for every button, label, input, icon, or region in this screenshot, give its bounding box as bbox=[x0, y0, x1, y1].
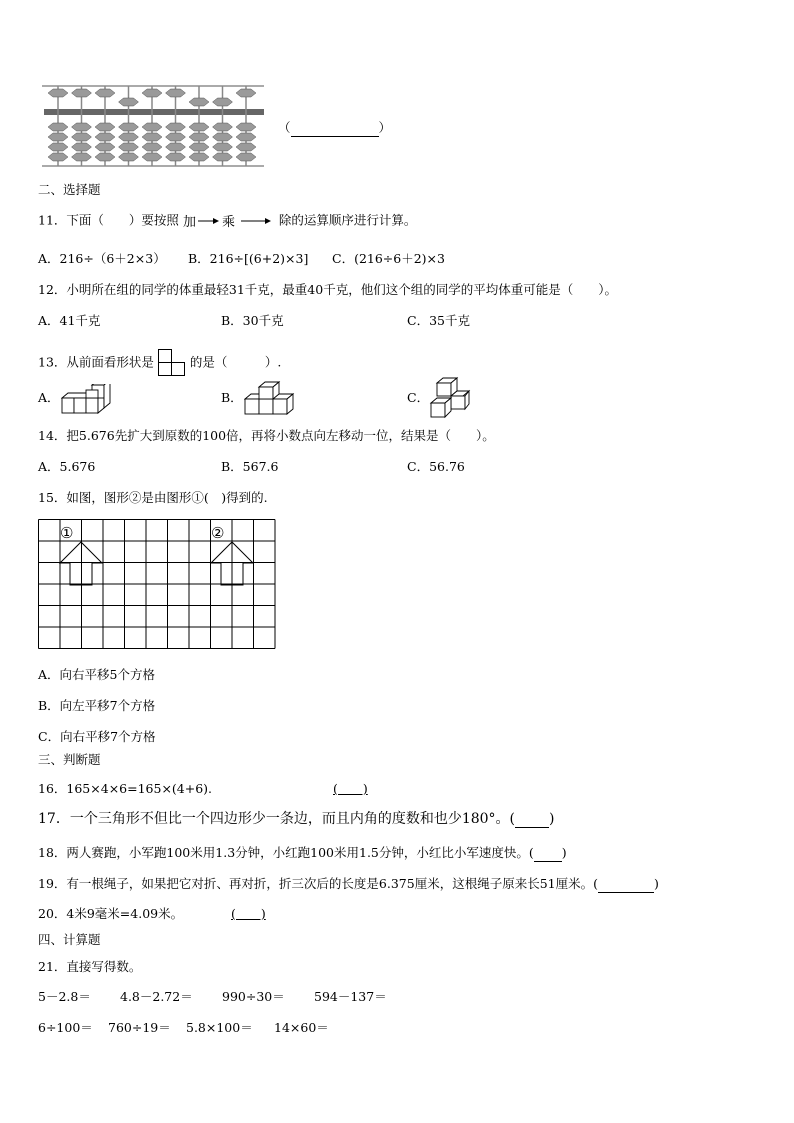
question-13: 13．从前面看形状是 的是（ ）. bbox=[38, 349, 281, 377]
abacus-bead bbox=[119, 153, 139, 161]
cube-stack-a-icon bbox=[61, 384, 111, 416]
question-15: 15．如图，图形②是由图形①( )得到的. bbox=[38, 490, 268, 505]
abacus-bead bbox=[119, 123, 139, 131]
shape-1-label: ① bbox=[60, 524, 74, 542]
question-19: 19．有一根绳子，如果把它对折、再对折，折三次后的长度是6.375厘米，这根绳子原来长51厘米。( ) bbox=[38, 876, 659, 891]
abacus-bead bbox=[213, 133, 233, 141]
abacus-bead bbox=[236, 133, 256, 141]
abacus-bead bbox=[142, 89, 162, 97]
question-16: 16．165×4×6=165×(4+6). bbox=[38, 781, 213, 796]
calc-item: 4.8－2.72＝ bbox=[120, 989, 193, 1004]
add-label: 加 bbox=[182, 215, 196, 230]
abacus-bead bbox=[119, 98, 139, 106]
q11-option-b[interactable]: B．216÷[(6+2)×3] bbox=[188, 251, 309, 266]
abacus-answer-blank[interactable]: （ ） bbox=[278, 120, 392, 135]
mul-label: 乘 bbox=[221, 215, 235, 230]
question-17: 17．一个三角形不但比一个四边形少一条边，而且内角的度数和也少180°。( ) bbox=[38, 811, 555, 827]
abacus-bead bbox=[213, 123, 233, 131]
question-20: 20．4米9毫米=4.09米。 bbox=[38, 906, 184, 921]
abacus-bead bbox=[189, 123, 209, 131]
abacus-bead bbox=[166, 123, 186, 131]
question-18: 18．两人赛跑，小军跑100米用1.3分钟，小红跑100米用1.5分钟，小红比小军速度快。( ) bbox=[38, 845, 567, 860]
abacus-bead bbox=[213, 143, 233, 151]
abacus-bead bbox=[166, 89, 186, 97]
abacus-bead bbox=[189, 153, 209, 161]
shape-2-label: ② bbox=[211, 524, 225, 542]
abacus-bead bbox=[48, 143, 68, 151]
q12-option-b[interactable]: B．30千克 bbox=[221, 313, 284, 328]
abacus-bead bbox=[95, 133, 115, 141]
translation-grid-figure bbox=[38, 519, 278, 651]
q13-option-c[interactable]: C． bbox=[407, 390, 430, 405]
section-calc: 四、计算题 bbox=[38, 932, 101, 947]
q12-option-c[interactable]: C．35千克 bbox=[407, 313, 470, 328]
abacus-bead bbox=[213, 153, 233, 161]
abacus-bead bbox=[72, 89, 92, 97]
calc-item: 5.8×100＝ bbox=[186, 1020, 253, 1035]
q20-answer-blank[interactable]: ( ) bbox=[231, 906, 266, 921]
calc-item: 594－137＝ bbox=[314, 989, 387, 1004]
calc-item: 14×60＝ bbox=[274, 1020, 329, 1035]
abacus-bead bbox=[72, 123, 92, 131]
cube-stack-c-icon bbox=[429, 377, 473, 419]
abacus-bead bbox=[119, 143, 139, 151]
abacus-bead bbox=[48, 153, 68, 161]
abacus-bead bbox=[236, 89, 256, 97]
q15-option-a[interactable]: A．向右平移5个方格 bbox=[38, 667, 155, 682]
q14-option-b[interactable]: B．567.6 bbox=[221, 459, 279, 474]
q14-option-c[interactable]: C．56.76 bbox=[407, 459, 465, 474]
q16-answer-blank[interactable]: ( ) bbox=[333, 781, 368, 796]
abacus-bead bbox=[236, 123, 256, 131]
abacus-bead bbox=[142, 143, 162, 151]
section-choice: 二、选择题 bbox=[38, 182, 101, 197]
calc-item: 6÷100＝ bbox=[38, 1020, 93, 1035]
q13-option-a[interactable]: A． bbox=[38, 390, 60, 405]
question-14: 14．把5.676先扩大到原数的100倍，再将小数点向左移动一位，结果是（ ）。 bbox=[38, 428, 495, 443]
abacus-bead bbox=[189, 143, 209, 151]
abacus-image bbox=[40, 82, 270, 170]
calc-item: 760÷19＝ bbox=[108, 1020, 171, 1035]
abacus-bead bbox=[142, 133, 162, 141]
abacus-bead bbox=[48, 133, 68, 141]
abacus-bead bbox=[166, 143, 186, 151]
abacus-bead bbox=[119, 133, 139, 141]
front-view-shape-icon bbox=[158, 349, 186, 377]
q15-option-b[interactable]: B．向左平移7个方格 bbox=[38, 698, 156, 713]
abacus-bead bbox=[166, 153, 186, 161]
abacus-bead bbox=[189, 98, 209, 106]
abacus-bead bbox=[213, 98, 233, 106]
q11-option-a[interactable]: A．216÷（6＋2×3） bbox=[38, 251, 166, 266]
q14-option-a[interactable]: A．5.676 bbox=[38, 459, 96, 474]
section-judge: 三、判断题 bbox=[38, 752, 101, 767]
abacus-bead bbox=[142, 123, 162, 131]
q11-option-c[interactable]: C．(216÷6＋2)×3 bbox=[332, 251, 445, 266]
question-21: 21．直接写得数。 bbox=[38, 959, 142, 974]
question-12: 12．小明所在组的同学的体重最轻31千克，最重40千克，他们这个组的同学的平均体重可能是（ ）。 bbox=[38, 282, 617, 297]
abacus-bead bbox=[236, 143, 256, 151]
operation-order-diagram bbox=[183, 212, 275, 230]
q12-option-a[interactable]: A．41千克 bbox=[38, 313, 101, 328]
abacus-bead bbox=[236, 153, 256, 161]
q13-option-b[interactable]: B． bbox=[221, 390, 243, 405]
abacus-bead bbox=[95, 153, 115, 161]
question-11: 11．下面（ ）要按照 加 乘 除的运算顺序进行计算。 bbox=[38, 212, 417, 230]
cube-stack-b-icon bbox=[244, 381, 296, 417]
abacus-bead bbox=[95, 89, 115, 97]
abacus-bead bbox=[72, 153, 92, 161]
abacus-bead bbox=[48, 89, 68, 97]
abacus-bead bbox=[95, 143, 115, 151]
calc-item: 990÷30＝ bbox=[222, 989, 285, 1004]
q15-option-c[interactable]: C．向右平移7个方格 bbox=[38, 729, 156, 744]
abacus-bead bbox=[48, 123, 68, 131]
abacus-bead bbox=[72, 143, 92, 151]
abacus-bead bbox=[95, 123, 115, 131]
calc-item: 5－2.8＝ bbox=[38, 989, 91, 1004]
abacus-bead bbox=[142, 153, 162, 161]
abacus-bead bbox=[72, 133, 92, 141]
abacus-bead bbox=[189, 133, 209, 141]
abacus-bead bbox=[166, 133, 186, 141]
